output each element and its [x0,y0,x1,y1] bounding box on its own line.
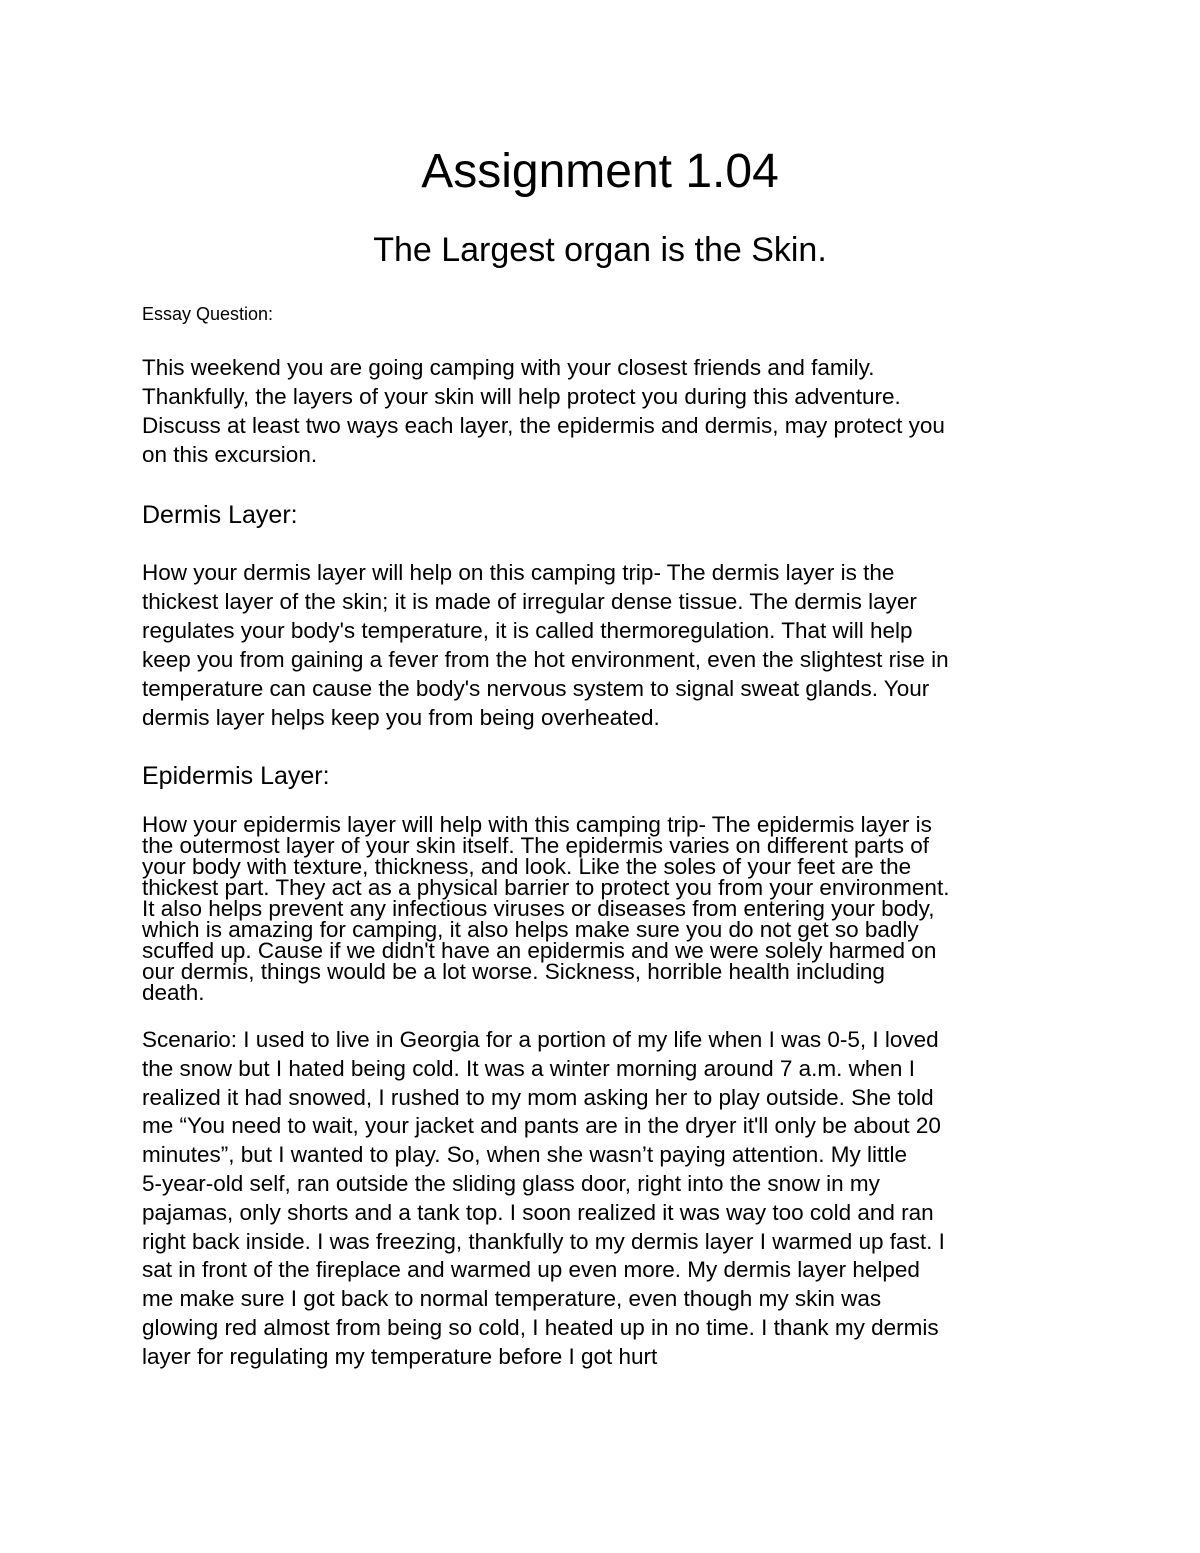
epidermis-line: the outermost layer of your skin itself. The epidermis varies on different parts of [142,833,930,858]
epidermis-paragraph [142,814,1072,1003]
dermis-line: temperature can cause the body's nervous system to signal sweat glands. Your [142,676,930,701]
dermis-paragraph [142,558,1072,732]
epidermis-line: which is amazing for camping, it also helps make sure you do not get so badly [142,917,919,942]
scenario-line: sat in front of the fireplace and warmed up even more. My dermis layer helped [142,1257,920,1283]
page-subtitle: The Largest organ is the Skin. [373,231,827,269]
epidermis-line: death. [142,980,205,1005]
question-line: Discuss at least two ways each layer, the epidermis and dermis, may protect you [142,413,945,438]
scenario-line: layer for regulating my temperature before I got hurt [142,1343,658,1369]
scenario-line: pajamas, only shorts and a tank top. I soon realized it was way too cold and ran [142,1199,934,1225]
essay-question-label: Essay Question: [142,304,274,324]
epidermis-heading: Epidermis Layer: [142,762,330,790]
epidermis-line: It also helps prevent any infectious viruses or diseases from entering your body, [142,896,935,921]
scenario-line: minutes”, but I wanted to play. So, when she wasn’t paying attention. My little [142,1142,907,1168]
scenario-line: Scenario: I used to live in Georgia for a portion of my life when I was 0-5, I loved [142,1027,939,1052]
dermis-line: thickest layer of the skin; it is made of irregular dense tissue. The dermis layer [142,589,917,614]
scenario-line: me make sure I got back to normal temperature, even though my skin was [142,1286,882,1312]
dermis-line: dermis layer helps keep you from being overheated. [142,705,660,730]
dermis-line: regulates your body's temperature, it is called thermoregulation. That will help [142,618,913,643]
question-line: on this excursion. [142,442,318,467]
epidermis-line: How your epidermis layer will help with this camping trip- The epidermis layer is [142,812,932,837]
scenario-line: the snow but I hated being cold. It was a winter morning around 7 a.m. when I [142,1055,915,1081]
scenario-line: glowing red almost from being so cold, I heated up in no time. I thank my dermis [142,1314,939,1340]
dermis-heading: Dermis Layer: [142,501,298,529]
epidermis-line: thickest part. They act as a physical barrier to protect you from your environment. [142,875,950,900]
scenario-paragraph [142,1026,1072,1372]
essay-question-text [142,353,1072,469]
question-line: Thankfully, the layers of your skin will help protect you during this adventure. [142,384,901,409]
scenario-line: me “You need to wait, your jacket and pants are in the dryer it'll only be about 20 [142,1113,941,1139]
question-line: This weekend you are going camping with your closest friends and family. [142,355,875,380]
scenario-line: right back inside. I was freezing, thankfully to my dermis layer I warmed up fast. I [142,1228,945,1254]
dermis-line: How your dermis layer will help on this camping trip- The dermis layer is the [142,560,895,585]
scenario-line: 5-year-old self, ran outside the sliding glass door, right into the snow in my [142,1170,880,1196]
dermis-line: keep you from gaining a fever from the hot environment, even the slightest rise in [142,647,949,672]
epidermis-line: your body with texture, thickness, and look. Like the soles of your feet are the [142,854,912,879]
page-title: Assignment 1.04 [421,145,779,198]
epidermis-line: our dermis, things would be a lot worse. Sickness, horrible health including [142,959,885,984]
epidermis-line: scuffed up. Cause if we didn't have an epidermis and we were solely harmed on [142,938,937,963]
scenario-line: realized it had snowed, I rushed to my mom asking her to play outside. She told [142,1084,934,1110]
